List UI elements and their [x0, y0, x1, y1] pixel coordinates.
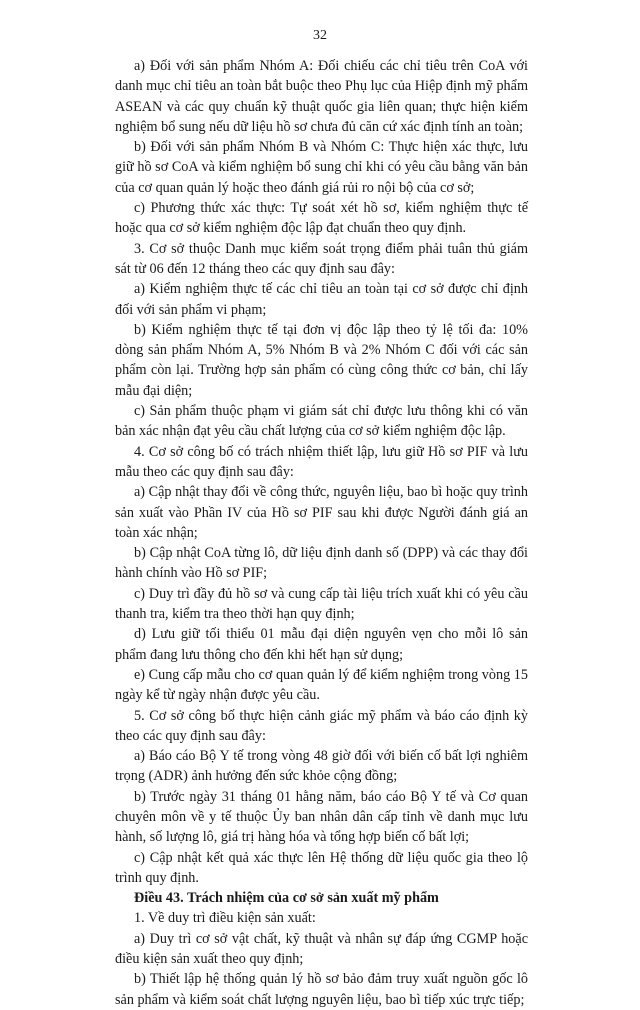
paragraph-4: 4. Cơ sở công bố có trách nhiệm thiết lập, lưu giữ Hồ sơ PIF và lưu mẫu theo các quy định sau đây:	[115, 443, 528, 480]
paragraph-3a: a) Kiểm nghiệm thực tế các chỉ tiêu an toàn tại cơ sở được chỉ định đối với sản phẩm vi phạm;	[115, 281, 528, 318]
document-body	[115, 56, 528, 1010]
paragraph-5: 5. Cơ sở công bố thực hiện cảnh giác mỹ phẩm và báo cáo định kỳ theo các quy định sau đây:	[115, 707, 528, 744]
paragraph-2c: c) Phương thức xác thực: Tự soát xét hồ sơ, kiểm nghiệm thực tế hoặc qua cơ sở kiểm nghiệm độc lập đạt chuẩn theo quy định.	[115, 200, 528, 237]
article-paragraph-1: 1. Về duy trì điều kiện sản xuất:	[134, 910, 316, 927]
paragraph-4e: e) Cung cấp mẫu cho cơ quan quản lý để kiểm nghiệm trong vòng 15 ngày kể từ ngày nhận được yêu cầu.	[115, 666, 528, 704]
paragraph-4c: c) Duy trì đầy đủ hồ sơ và cung cấp tài liệu trích xuất khi có yêu cầu thanh tra, kiểm tra theo thời hạn quy định;	[115, 585, 528, 623]
paragraph-2b: b) Đối với sản phẩm Nhóm B và Nhóm C: Thực hiện xác thực, lưu giữ hồ sơ CoA và kiểm nghiệm bổ sung chỉ khi có yêu cầu bằng văn bản của cơ quan quản lý hoặc theo đánh giá rủi ro nội bộ của cơ sở;	[115, 139, 528, 196]
article-paragraph-1a: a) Duy trì cơ sở vật chất, kỹ thuật và nhân sự đáp ứng CGMP hoặc điều kiện sản xuất theo quy định;	[115, 930, 528, 968]
paragraph-3: 3. Cơ sở thuộc Danh mục kiểm soát trọng điểm phải tuân thủ giám sát từ 06 đến 12 tháng theo các quy định sau đây:	[115, 240, 528, 277]
paragraph-5a: a) Báo cáo Bộ Y tế trong vòng 48 giờ đối với biến cố bất lợi nghiêm trọng (ADR) ảnh hưởng đến sức khỏe cộng đồng;	[115, 748, 528, 785]
paragraph-5c: c) Cập nhật kết quả xác thực lên Hệ thống dữ liệu quốc gia theo lộ trình quy định.	[115, 849, 528, 886]
article-paragraph-1b: b) Thiết lập hệ thống quản lý hồ sơ bảo đảm truy xuất nguồn gốc lô sản phẩm và kiểm soát chất lượng nguyên liệu, bao bì tiếp xúc trực tiếp;	[115, 971, 528, 1008]
page-number: 32	[313, 28, 327, 43]
paragraph-3b: b) Kiểm nghiệm thực tế tại đơn vị độc lập theo tỷ lệ tối đa: 10% dòng sản phẩm Nhóm A, 5% Nhóm B và 2% Nhóm C đối với các sản phẩm còn lại. Trường hợp sản phẩm có cùng công thức cơ bản, chỉ lấy mẫu đại diện;	[115, 321, 528, 399]
paragraph-4d: d) Lưu giữ tối thiểu 01 mẫu đại diện nguyên vẹn cho mỗi lô sản phẩm đang lưu thông cho đến khi hết hạn sử dụng;	[115, 626, 528, 663]
paragraph-4b: b) Cập nhật CoA từng lô, dữ liệu định danh số (DPP) và các thay đổi hành chính vào Hồ sơ PIF;	[115, 545, 528, 582]
paragraph-5b: b) Trước ngày 31 tháng 01 hằng năm, báo cáo Bộ Y tế và Cơ quan chuyên môn về y tế thuộc Ủy ban nhân dân cấp tỉnh về danh mục lưu hành, số lượng lô, giá trị hàng hóa và tổng hợp biến cố bất lợi;	[115, 788, 528, 846]
paragraph-3c: c) Sản phẩm thuộc phạm vi giám sát chỉ được lưu thông khi có văn bản xác nhận đạt yêu cầu chất lượng của cơ sở kiểm nghiệm độc lập.	[115, 403, 528, 440]
article-title: Điều 43. Trách nhiệm của cơ sở sản xuất mỹ phẩm	[134, 890, 439, 907]
paragraph-4a: a) Cập nhật thay đổi về công thức, nguyên liệu, bao bì hoặc quy trình sản xuất vào Phần IV của Hồ sơ PIF sau khi được Người đánh giá an toàn xác nhận;	[115, 484, 528, 541]
paragraph-2a: a) Đối với sản phẩm Nhóm A: Đối chiếu các chỉ tiêu trên CoA với danh mục chỉ tiêu an toàn bắt buộc theo Phụ lục của Hiệp định mỹ phẩm ASEAN và các quy chuẩn kỹ thuật quốc gia liên quan; thực hiện kiểm nghiệm bổ sung nếu dữ liệu hồ sơ chưa đủ căn cứ xác định tính an toàn;	[115, 58, 528, 135]
